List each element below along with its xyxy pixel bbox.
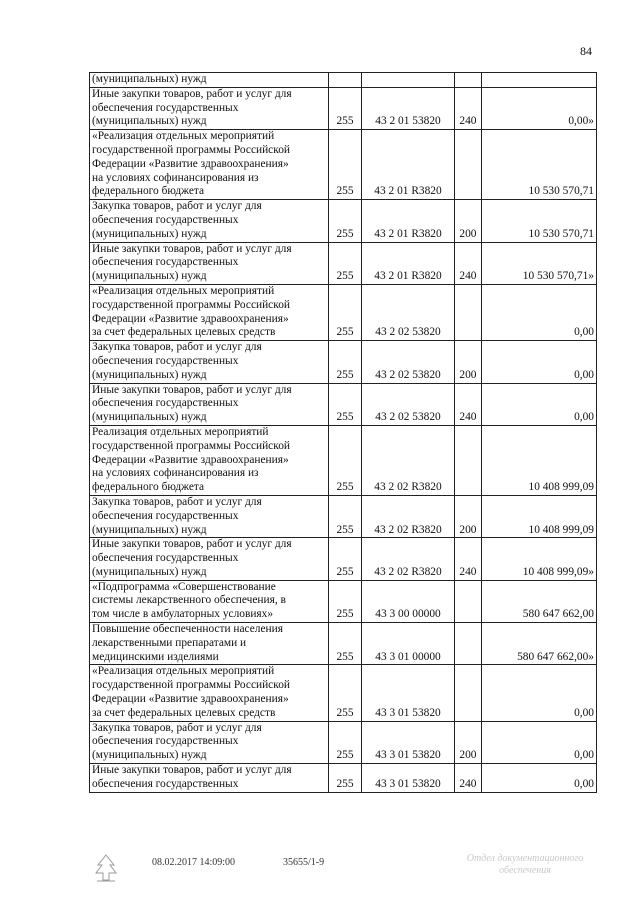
table-row: [90, 623, 597, 665]
row-code-cell: 255: [328, 284, 362, 340]
row-name-cell: [90, 623, 329, 665]
row-name-line: Иные закупки товаров, работ и услуг для: [92, 538, 292, 551]
row-code-cell: 255: [328, 721, 362, 763]
row-name-line: обеспечения государственных: [92, 101, 239, 114]
footer-doc-number: 35655/1-9: [283, 857, 325, 868]
row-name-cell: [90, 73, 329, 88]
row-name-line: обеспечения государственных: [92, 397, 239, 410]
row-name-line: Федерации «Развитие здравоохранения»: [92, 453, 289, 466]
row-target-article-cell: 43 3 01 53820: [362, 764, 454, 793]
row-sum-cell: 0,00: [482, 341, 597, 383]
row-target-article-cell: 43 2 01 R3820: [362, 200, 454, 242]
row-name-line: (муниципальных) нужд: [92, 368, 207, 381]
row-target-article-cell: 43 2 01 R3820: [362, 242, 454, 284]
row-target-article-cell: 43 2 01 R3820: [362, 130, 454, 200]
table-row: [90, 721, 597, 763]
row-target-article-cell: [362, 73, 454, 88]
row-target-article-cell: 43 3 01 53820: [362, 665, 454, 721]
row-name-line: обеспечения государственных: [92, 777, 239, 790]
watermark-stamp: [440, 853, 610, 877]
row-name-line: государственной программы Российской: [92, 143, 290, 156]
row-target-article-cell: 43 2 02 53820: [362, 341, 454, 383]
row-name-cell: [90, 665, 329, 721]
row-sum-cell: 10 408 999,09: [482, 425, 597, 495]
row-expense-type-cell: 200: [454, 341, 481, 383]
row-code-cell: 255: [328, 130, 362, 200]
table-row: [90, 580, 597, 622]
row-code-cell: 255: [328, 341, 362, 383]
row-expense-type-cell: [454, 623, 481, 665]
row-target-article-cell: 43 3 01 00000: [362, 623, 454, 665]
row-name-line: Реализация отдельных мероприятий: [92, 425, 269, 438]
table-row: [90, 284, 597, 340]
row-name-line: за счет федеральных целевых средств: [92, 326, 276, 339]
page-number: 84: [580, 44, 592, 58]
row-name-line: федерального бюджета: [92, 185, 205, 198]
row-expense-type-cell: [454, 73, 481, 88]
row-code-cell: 255: [328, 495, 362, 537]
row-expense-type-cell: 240: [454, 87, 481, 129]
row-name-line: за счет федеральных целевых средств: [92, 706, 276, 719]
row-expense-type-cell: [454, 580, 481, 622]
row-code-cell: 255: [328, 383, 362, 425]
row-target-article-cell: 43 2 02 53820: [362, 383, 454, 425]
row-expense-type-cell: [454, 425, 481, 495]
stamp-line: обеспечения: [499, 865, 551, 876]
row-name-line: «Реализация отдельных мероприятий: [92, 130, 275, 143]
row-name-line: обеспечения государственных: [92, 735, 239, 748]
row-target-article-cell: 43 2 02 R3820: [362, 495, 454, 537]
row-name-cell: [90, 284, 329, 340]
row-sum-cell: 0,00: [482, 721, 597, 763]
table-row: [90, 73, 597, 88]
row-name-cell: [90, 721, 329, 763]
row-name-cell: [90, 580, 329, 622]
row-sum-cell: 0,00: [482, 284, 597, 340]
row-sum-cell: 0,00: [482, 383, 597, 425]
table-row: [90, 341, 597, 383]
row-name-cell: [90, 764, 329, 793]
row-target-article-cell: 43 2 01 53820: [362, 87, 454, 129]
row-expense-type-cell: 240: [454, 538, 481, 580]
row-name-line: государственной программы Российской: [92, 298, 290, 311]
row-expense-type-cell: 200: [454, 721, 481, 763]
row-name-cell: [90, 341, 329, 383]
row-expense-type-cell: 240: [454, 764, 481, 793]
row-code-cell: 255: [328, 665, 362, 721]
row-sum-cell: 10 530 570,71»: [482, 242, 597, 284]
row-code-cell: 255: [328, 242, 362, 284]
row-code-cell: 255: [328, 538, 362, 580]
row-name-line: (муниципальных) нужд: [92, 749, 207, 762]
row-expense-type-cell: 240: [454, 242, 481, 284]
row-name-line: обеспечения государственных: [92, 509, 239, 522]
row-name-cell: [90, 130, 329, 200]
row-code-cell: [328, 73, 362, 88]
row-name-line: (муниципальных) нужд: [92, 523, 207, 536]
row-name-line: Иные закупки товаров, работ и услуг для: [92, 764, 292, 777]
row-name-line: «Подпрограмма «Совершенствование: [92, 580, 276, 593]
row-name-line: (муниципальных) нужд: [92, 115, 207, 128]
row-name-line: (муниципальных) нужд: [92, 73, 207, 85]
footer-datetime: 08.02.2017 14:09:00: [152, 857, 236, 868]
row-name-cell: [90, 383, 329, 425]
row-expense-type-cell: 240: [454, 383, 481, 425]
stamp-line: Отдел документационного: [466, 853, 584, 864]
row-name-line: на условиях софинансирования из: [92, 467, 259, 480]
table-row: [90, 87, 597, 129]
row-expense-type-cell: 200: [454, 200, 481, 242]
table-row: [90, 425, 597, 495]
row-code-cell: 255: [328, 87, 362, 129]
row-name-line: системы лекарственного обеспечения, в: [92, 594, 286, 607]
row-name-line: на условиях софинансирования из: [92, 171, 259, 184]
row-sum-cell: 0,00: [482, 764, 597, 793]
row-name-cell: [90, 242, 329, 284]
row-name-cell: [90, 538, 329, 580]
row-name-cell: [90, 425, 329, 495]
emblem-icon: [93, 853, 119, 883]
row-target-article-cell: 43 3 01 53820: [362, 721, 454, 763]
row-name-line: (муниципальных) нужд: [92, 270, 207, 283]
row-name-line: Иные закупки товаров, работ и услуг для: [92, 87, 292, 100]
table-row: [90, 242, 597, 284]
row-name-line: Иные закупки товаров, работ и услуг для: [92, 242, 292, 255]
row-name-line: Закупка товаров, работ и услуг для: [92, 200, 262, 213]
row-name-line: государственной программы Российской: [92, 439, 290, 452]
row-name-line: обеспечения государственных: [92, 354, 239, 367]
row-name-line: (муниципальных) нужд: [92, 565, 207, 578]
row-code-cell: 255: [328, 623, 362, 665]
row-sum-cell: 580 647 662,00»: [482, 623, 597, 665]
row-sum-cell: 0,00»: [482, 87, 597, 129]
row-sum-cell: [482, 73, 597, 88]
table-row: [90, 538, 597, 580]
row-name-line: том числе в амбулаторных условиях»: [92, 608, 274, 621]
table-row: [90, 130, 597, 200]
table-row: [90, 200, 597, 242]
row-name-line: «Реализация отдельных мероприятий: [92, 665, 275, 678]
row-name-line: Федерации «Развитие здравоохранения»: [92, 157, 289, 170]
row-name-line: Закупка товаров, работ и услуг для: [92, 341, 262, 354]
row-name-line: Закупка товаров, работ и услуг для: [92, 721, 262, 734]
row-target-article-cell: 43 2 02 R3820: [362, 425, 454, 495]
row-code-cell: 255: [328, 580, 362, 622]
row-name-line: Повышение обеспеченности населения: [92, 623, 283, 636]
row-name-line: «Реализация отдельных мероприятий: [92, 284, 275, 297]
row-name-line: Закупка товаров, работ и услуг для: [92, 495, 262, 508]
row-name-line: обеспечения государственных: [92, 552, 239, 565]
row-name-cell: [90, 87, 329, 129]
table-row: [90, 764, 597, 793]
row-expense-type-cell: 200: [454, 495, 481, 537]
row-name-line: (муниципальных) нужд: [92, 227, 207, 240]
row-target-article-cell: 43 2 02 R3820: [362, 538, 454, 580]
row-target-article-cell: 43 3 00 00000: [362, 580, 454, 622]
row-sum-cell: 10 408 999,09: [482, 495, 597, 537]
row-name-line: Федерации «Развитие здравоохранения»: [92, 693, 289, 706]
row-code-cell: 255: [328, 425, 362, 495]
row-name-cell: [90, 495, 329, 537]
row-name-line: (муниципальных) нужд: [92, 411, 207, 424]
row-code-cell: 255: [328, 200, 362, 242]
row-sum-cell: 0,00: [482, 665, 597, 721]
row-name-line: обеспечения государственных: [92, 256, 239, 269]
budget-table: [89, 72, 597, 793]
row-name-line: лекарственными препаратами и: [92, 636, 247, 649]
budget-table-body: [90, 73, 597, 793]
row-name-line: Федерации «Развитие здравоохранения»: [92, 312, 289, 325]
row-name-line: государственной программы Российской: [92, 679, 290, 692]
row-sum-cell: 10 408 999,09»: [482, 538, 597, 580]
table-row: [90, 495, 597, 537]
row-sum-cell: 10 530 570,71: [482, 130, 597, 200]
row-expense-type-cell: [454, 284, 481, 340]
row-expense-type-cell: [454, 665, 481, 721]
row-sum-cell: 580 647 662,00: [482, 580, 597, 622]
row-sum-cell: 10 530 570,71: [482, 200, 597, 242]
table-row: [90, 383, 597, 425]
row-expense-type-cell: [454, 130, 481, 200]
row-code-cell: 255: [328, 764, 362, 793]
table-row: [90, 665, 597, 721]
row-name-line: медицинскими изделиями: [92, 650, 219, 663]
row-target-article-cell: 43 2 02 53820: [362, 284, 454, 340]
row-name-line: федерального бюджета: [92, 481, 205, 494]
row-name-cell: [90, 200, 329, 242]
row-name-line: обеспечения государственных: [92, 213, 239, 226]
row-name-line: Иные закупки товаров, работ и услуг для: [92, 383, 292, 396]
